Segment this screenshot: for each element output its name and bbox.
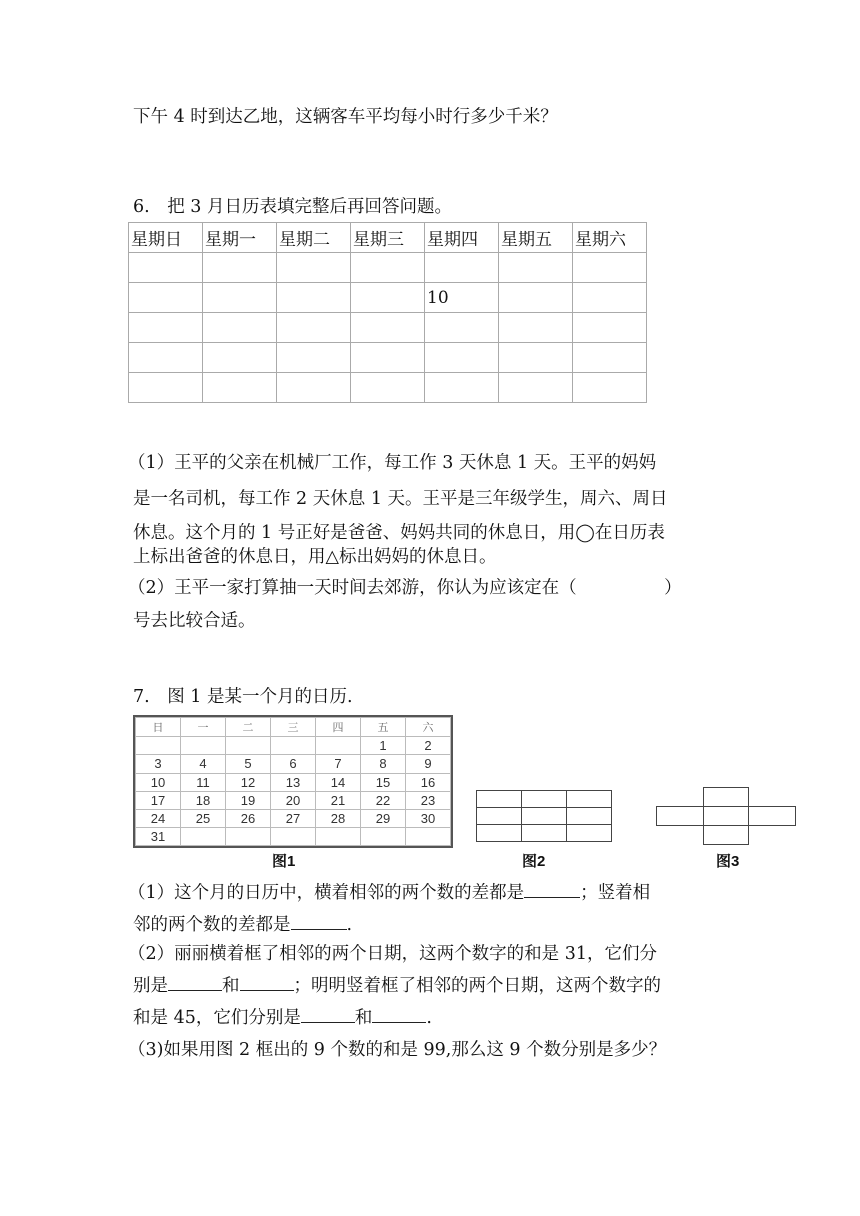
q7-sub1-text: 邻的两个数的差都是 (133, 915, 291, 935)
figure1-weekday: 四 (316, 718, 361, 737)
q6-weekday: 星期四 (425, 223, 499, 253)
figure1-date-cell (361, 827, 406, 845)
q6-calendar-table (128, 222, 647, 403)
q6-cell[interactable] (573, 253, 647, 283)
q6-sub2-line1: （2）王平一家打算抽一天时间去郊游，你认为应该定在（ ） (128, 578, 682, 598)
q6-cell[interactable] (277, 343, 351, 373)
figure1-date-cell: 13 (271, 773, 316, 791)
q7-sub2-text: 和是 45，它们分别是 (133, 1008, 301, 1028)
q6-cell[interactable] (499, 373, 573, 403)
q6-cell[interactable] (573, 283, 647, 313)
figure1-label: 图1 (272, 853, 296, 870)
q7-blank-horizontal-diff[interactable] (524, 881, 580, 898)
figure1-date-cell: 14 (316, 773, 361, 791)
figure1-week-row (136, 791, 451, 809)
figure2-cell (567, 791, 612, 808)
q6-cell[interactable] (277, 283, 351, 313)
q7-sub2-text: 和 (222, 976, 240, 996)
figure1-date-cell: 2 (406, 737, 451, 755)
figure1-weekday: 二 (226, 718, 271, 737)
q6-cell[interactable] (499, 253, 573, 283)
figure1-date-cell: 15 (361, 773, 406, 791)
q6-weekday: 星期日 (129, 223, 203, 253)
figure2-cell (522, 808, 567, 825)
figure2-label: 图2 (522, 853, 546, 870)
figure3-top-cell (703, 787, 749, 807)
figure1-date-cell: 21 (316, 791, 361, 809)
q7-blank-vertical-a[interactable] (301, 1006, 355, 1023)
q6-cell[interactable] (425, 343, 499, 373)
q7-blank-vertical-b[interactable] (372, 1006, 426, 1023)
figure1-date-cell: 16 (406, 773, 451, 791)
q6-cell[interactable] (129, 343, 203, 373)
figure1-weekday: 六 (406, 718, 451, 737)
figure1-date-cell (406, 827, 451, 845)
figure1-calendar-table (135, 717, 451, 846)
figure1-weekday: 一 (181, 718, 226, 737)
q7-sub2-line1: （2）丽丽横着框了相邻的两个日期，这两个数字的和是 31，它们分 (128, 944, 657, 964)
figure1-date-cell: 1 (361, 737, 406, 755)
q6-sub1-line4: 上标出爸爸的休息日，用△标出妈妈的休息日。 (133, 547, 497, 567)
figure1-weekday: 三 (271, 718, 316, 737)
figure1-date-cell: 26 (226, 809, 271, 827)
q6-cell[interactable] (203, 373, 277, 403)
q6-weekday: 星期六 (573, 223, 647, 253)
q6-weekday: 星期二 (277, 223, 351, 253)
q6-sub1-line2: 是一名司机，每工作 2 天休息 1 天。王平是三年级学生，周六、周日 (133, 489, 668, 509)
q6-cell[interactable] (499, 313, 573, 343)
figure1-weekday: 五 (361, 718, 406, 737)
figure1-date-cell: 4 (181, 755, 226, 773)
q7-sub2-text: 和 (354, 1008, 373, 1028)
figure1-date-cell: 10 (136, 773, 181, 791)
figure2-cell (567, 808, 612, 825)
figure1-date-cell: 24 (136, 809, 181, 827)
figure1-date-cell: 27 (271, 809, 316, 827)
q7-blank-horizontal-b[interactable] (240, 974, 294, 991)
figure1-date-cell: 17 (136, 791, 181, 809)
figure2-cell (567, 825, 612, 842)
figure1-date-cell (181, 827, 226, 845)
q6-cell[interactable] (425, 373, 499, 403)
q6-title: 6. 把 3 月日历表填完整后再回答问题。 (133, 197, 452, 217)
figure1-date-cell: 18 (181, 791, 226, 809)
figure1-weekday: 日 (136, 718, 181, 737)
q6-cell[interactable] (129, 313, 203, 343)
q7-sub1-line2 (133, 913, 352, 936)
figure1-date-cell (271, 737, 316, 755)
figure1-date-cell: 28 (316, 809, 361, 827)
figure1-week-row (136, 773, 451, 791)
figure2-cell (477, 808, 522, 825)
q6-cell[interactable] (277, 313, 351, 343)
q6-cell[interactable] (351, 253, 425, 283)
figure1-date-cell: 22 (361, 791, 406, 809)
q6-cell[interactable] (351, 313, 425, 343)
q6-cell[interactable] (573, 373, 647, 403)
figure1-date-cell: 31 (136, 827, 181, 845)
q6-week-row (129, 313, 647, 343)
q6-cell[interactable] (351, 373, 425, 403)
figure1-head-row (136, 718, 451, 737)
figure1-date-cell (136, 737, 181, 755)
figure1-date-cell (271, 827, 316, 845)
q6-cell[interactable] (573, 313, 647, 343)
figure1-date-cell (316, 827, 361, 845)
q7-sub2-line2 (133, 974, 661, 997)
figure3-center-cell (703, 806, 749, 826)
q7-sub1-text: （1）这个月的日历中，横着相邻的两个数的差都是 (128, 883, 525, 903)
q6-cell[interactable] (129, 253, 203, 283)
q7-sub1-text: . (346, 915, 353, 935)
q6-cell[interactable] (573, 343, 647, 373)
figure1-date-cell (181, 737, 226, 755)
figure1-date-cell: 19 (226, 791, 271, 809)
figure1-calendar (133, 715, 453, 848)
q7-blank-vertical-diff[interactable] (291, 913, 347, 930)
figure1-date-cell: 5 (226, 755, 271, 773)
figure2-cell (522, 825, 567, 842)
q6-week-row (129, 283, 647, 313)
q6-week-row (129, 253, 647, 283)
figure1-date-cell: 3 (136, 755, 181, 773)
figure1-week-row (136, 755, 451, 773)
q6-cell[interactable] (351, 343, 425, 373)
q7-sub2-text: 别是 (133, 976, 168, 996)
q6-sub1-line3: 休息。这个月的 1 号正好是爸爸、妈妈共同的休息日，用◯在日历表 (133, 523, 665, 543)
figure1-date-cell: 8 (361, 755, 406, 773)
figure1-date-cell: 20 (271, 791, 316, 809)
figure2-cell (477, 825, 522, 842)
figure1-week-row (136, 737, 451, 755)
q7-sub2-line3 (133, 1006, 432, 1029)
q6-cell[interactable] (129, 283, 203, 313)
figure1-date-cell (316, 737, 361, 755)
q6-cell[interactable] (351, 283, 425, 313)
q6-sub1-line1: （1）王平的父亲在机械厂工作，每工作 3 天休息 1 天。王平的妈妈 (128, 453, 657, 473)
q6-cell[interactable] (129, 373, 203, 403)
q7-sub2-text: ；明明竖着框了相邻的两个日期，这两个数字的 (293, 976, 661, 996)
figure1-date-cell: 30 (406, 809, 451, 827)
figure3-cross (656, 787, 796, 845)
q6-cell[interactable] (499, 343, 573, 373)
figure1-date-cell: 9 (406, 755, 451, 773)
figure1-date-cell (226, 737, 271, 755)
figure1-week-row (136, 809, 451, 827)
q7-sub3: （3)如果用图 2 框出的 9 个数的和是 99,那么这 9 个数分别是多少？ (128, 1040, 667, 1060)
figure1-date-cell: 29 (361, 809, 406, 827)
q7-sub2-text: . (426, 1008, 432, 1028)
q7-blank-horizontal-a[interactable] (168, 974, 222, 991)
figure1-date-cell (226, 827, 271, 845)
q6-week-row (129, 343, 647, 373)
q6-cell[interactable] (425, 253, 499, 283)
figure2-cell (522, 791, 567, 808)
q6-cell[interactable] (203, 253, 277, 283)
figure1-date-cell: 12 (226, 773, 271, 791)
q5-tail: 下午 4 时到达乙地，这辆客车平均每小时行多少千米？ (133, 107, 558, 127)
q6-cell[interactable] (277, 253, 351, 283)
q6-weekday-row (129, 223, 647, 253)
figure2-grid (476, 790, 612, 842)
figure3-bottom-cell (703, 825, 749, 845)
q6-cell[interactable] (203, 343, 277, 373)
q6-cell[interactable] (277, 373, 351, 403)
q7-sub1-line1 (128, 881, 650, 904)
q6-week-row (129, 373, 647, 403)
q6-cell[interactable] (499, 283, 573, 313)
figure1-date-cell: 11 (181, 773, 226, 791)
figure2-cell (477, 791, 522, 808)
q7-sub1-text: ；竖着相 (580, 883, 651, 903)
figure1-date-cell: 7 (316, 755, 361, 773)
figure1-date-cell: 23 (406, 791, 451, 809)
q6-cell[interactable] (425, 313, 499, 343)
q6-cell[interactable] (203, 283, 277, 313)
q6-weekday: 星期五 (499, 223, 573, 253)
q6-cell-known: 10 (425, 283, 499, 313)
q6-weekday: 星期三 (351, 223, 425, 253)
q7-title: 7. 图 1 是某一个月的日历. (133, 687, 353, 707)
q6-cell[interactable] (203, 313, 277, 343)
q6-weekday: 星期一 (203, 223, 277, 253)
figure3-label: 图3 (716, 853, 740, 870)
figure1-date-cell: 25 (181, 809, 226, 827)
q6-sub2-line2: 号去比较合适。 (133, 611, 256, 631)
figure1-date-cell: 6 (271, 755, 316, 773)
figure1-week-row (136, 827, 451, 845)
